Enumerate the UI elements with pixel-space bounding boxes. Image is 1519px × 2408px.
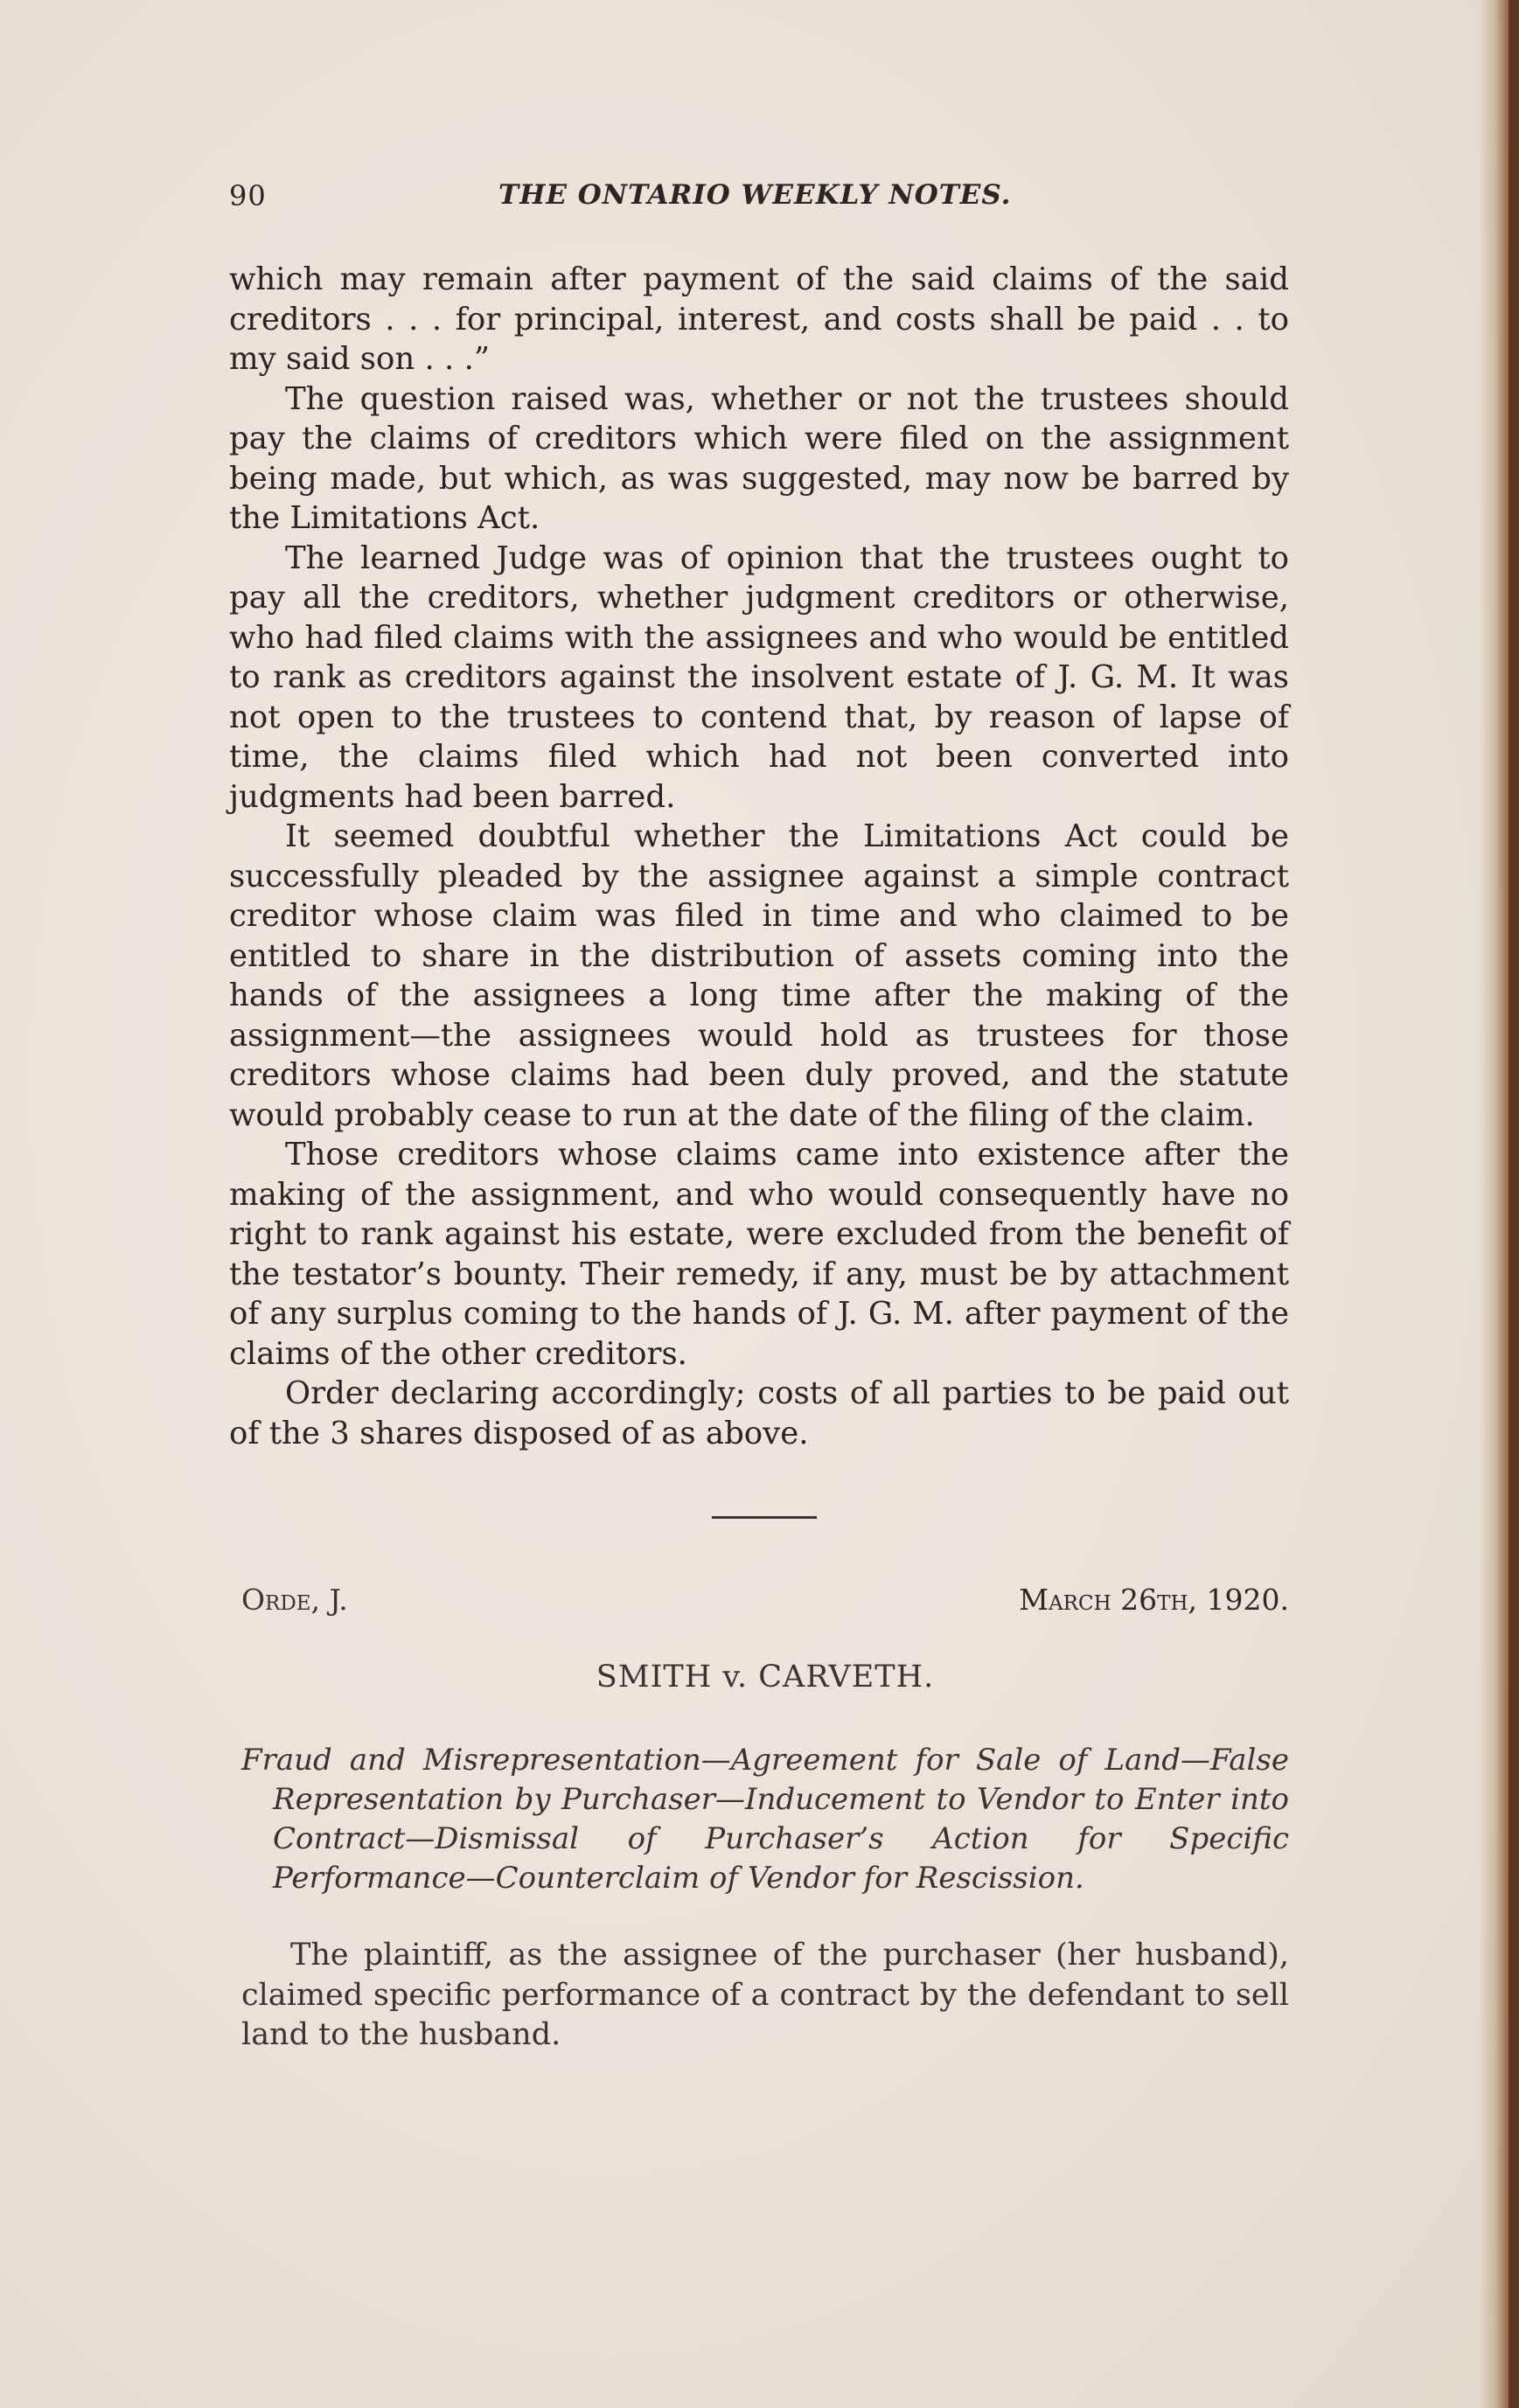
case-date: March 26th, 1920.: [1019, 1583, 1289, 1617]
paragraph-opinion: The learned Judge was of opinion that the trustees ought to pay all the creditors, whether judgment creditors or otherwise, who had filed claims with the assignees and who would be entitled to rank as creditors against the insolvent estate of J. G. M. It was not open to the trustees to contend that, by reason of lapse of time, the claims filed which had not been converted into judgments had been barred.: [229, 539, 1289, 815]
body-text: [229, 260, 1289, 1453]
paragraph-question: The question raised was, whether or not the trustees should pay the claims of creditors which were filed on the assignment being made, but which, as was suggested, may now be barred by the Limitations Act.: [229, 380, 1289, 536]
section-divider: [712, 1516, 817, 1519]
book-spine-edge: [1509, 0, 1519, 2408]
paragraph-order: Order declaring accordingly; costs of all parties to be paid out of the 3 shares disposed of as above.: [229, 1375, 1289, 1451]
page-number: 90: [229, 179, 267, 212]
page-header: [229, 179, 1289, 223]
paragraph-continuation: which may remain after payment of the said claims of the said creditors . . . for principal, interest, and costs shall be paid . . to my said son . . .”: [229, 261, 1289, 377]
case-title: SMITH v. CARVETH.: [596, 1660, 935, 1695]
case-summary: The plaintiff, as the assignee of the purchaser (her husband), claimed specific performance of a contract by the defendant to sell land to the husband.: [241, 1938, 1289, 2052]
case-headnote: Fraud and Misrepresentation—Agreement for Sale of Land—False Representation by Purchaser—Inducement to Vendor to Enter into Contract—Dismissal of Purchaser’s Action for Specific Performance—Counterclaim of Vendor for Rescission.: [241, 1743, 1289, 1896]
paragraph-excluded-creditors: Those creditors whose claims came into existence after the making of the assignment, and who would consequently have no right to rank against his estate, were excluded from the benefit of the testator’s bounty. Their remedy, if any, must be by attachment of any surplus coming to the hands of J. G. M. after payment of the claims of the other creditors.: [229, 1137, 1289, 1372]
case-meta: [241, 1583, 1289, 1626]
paragraph-limitations: It seemed doubtful whether the Limitations Act could be successfully pleaded by the assignee against a simple contract creditor whose claim was filed in time and who claimed to be entitled to share in the distribution of assets coming into the hands of the assignees a long time after the making of the assignment—the assignees would hold as trustees for those creditors whose claims had been duly proved, and the statute would probably cease to run at the date of the filing of the claim.: [229, 818, 1289, 1133]
case-judge: Orde, J.: [241, 1583, 348, 1617]
running-title: THE ONTARIO WEEKLY NOTES.: [498, 179, 1012, 211]
